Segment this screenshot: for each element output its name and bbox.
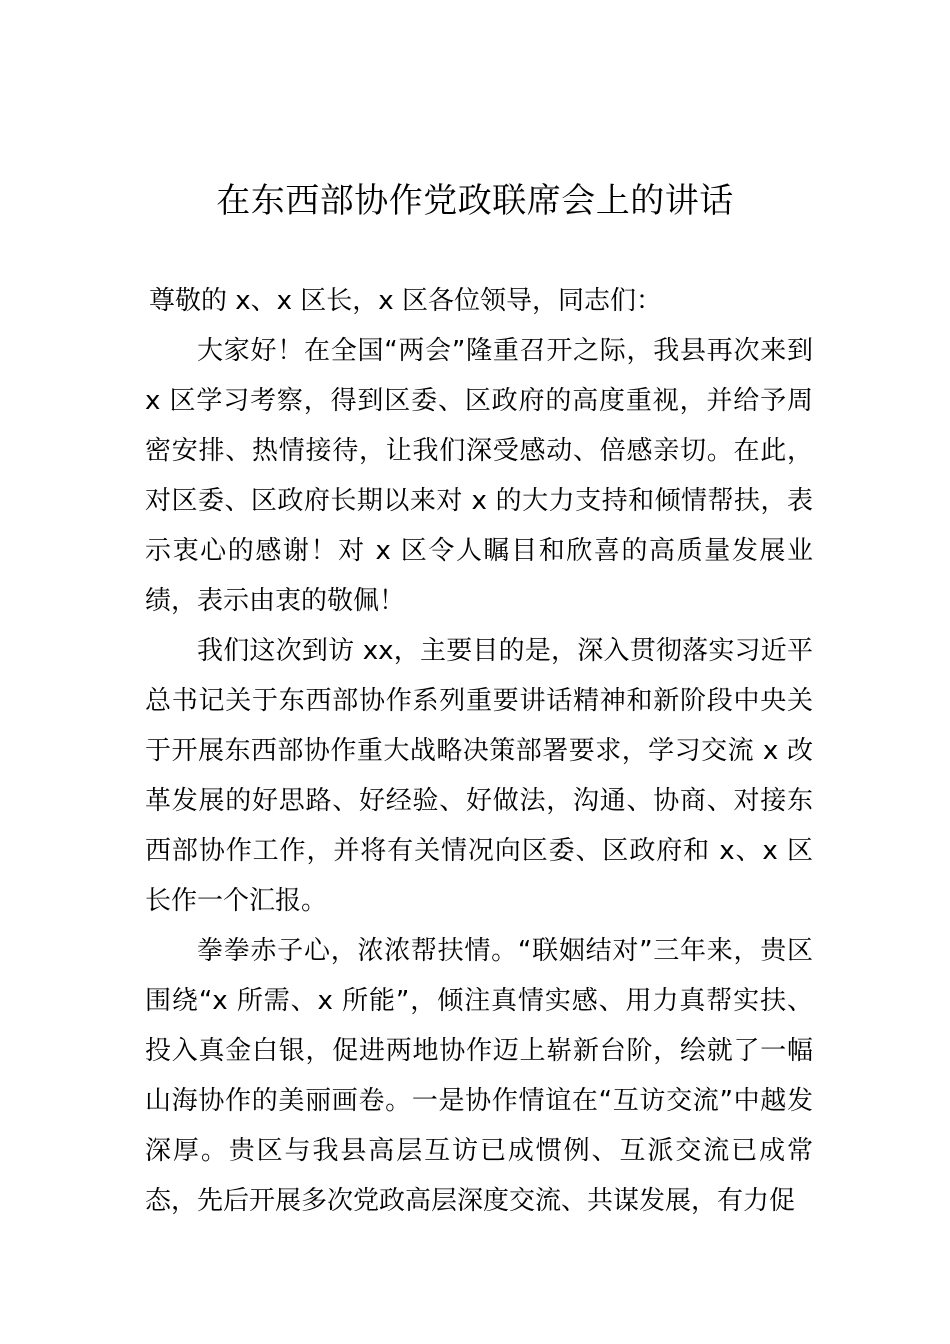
- paragraph-purpose: 我们这次到访 xx，主要目的是，深入贯彻落实习近平总书记关于东西部协作系列重要讲话精神和新阶段中央关于开展东西部协作重大战略决策部署要求，学习交流 x 改革发展的好思路、好经验、好做法，沟通、协商、对接东西部协作工作，并将有关情况向区委、区政府和 x、x 区长作一个汇报。: [145, 636, 813, 916]
- paragraph-cooperation: 拳拳赤子心，浓浓帮扶情。“联姻结对”三年来，贵区围绕“x 所需、x 所能”，倾注真情实感、用力真帮实扶、投入真金白银，促进两地协作迈上崭新台阶，绘就了一幅山海协作的美丽画卷。一是协作情谊在“互访交流”中越发深厚。贵区与我县高层互访已成惯例、互派交流已成常态，先后开展多次党政高层深度交流、共谋发展，有力促: [145, 936, 813, 1216]
- paragraph-greeting: 大家好！在全国“两会”隆重召开之际，我县再次来到 x 区学习考察，得到区委、区政府的高度重视，并给予周密安排、热情接待，让我们深受感动、倍感亲切。在此，对区委、区政府长期以来对 x 的大力支持和倾情帮扶，表示衷心的感谢！对 x 区令人瞩目和欣喜的高质量发展业绩，表示由衷的敬佩！: [145, 336, 813, 616]
- salutation: 尊敬的 x、x 区长，x 区各位领导，同志们：: [149, 286, 662, 316]
- document-body: [145, 276, 813, 1226]
- document-title: 在东西部协作党政联席会上的讲话: [216, 181, 734, 221]
